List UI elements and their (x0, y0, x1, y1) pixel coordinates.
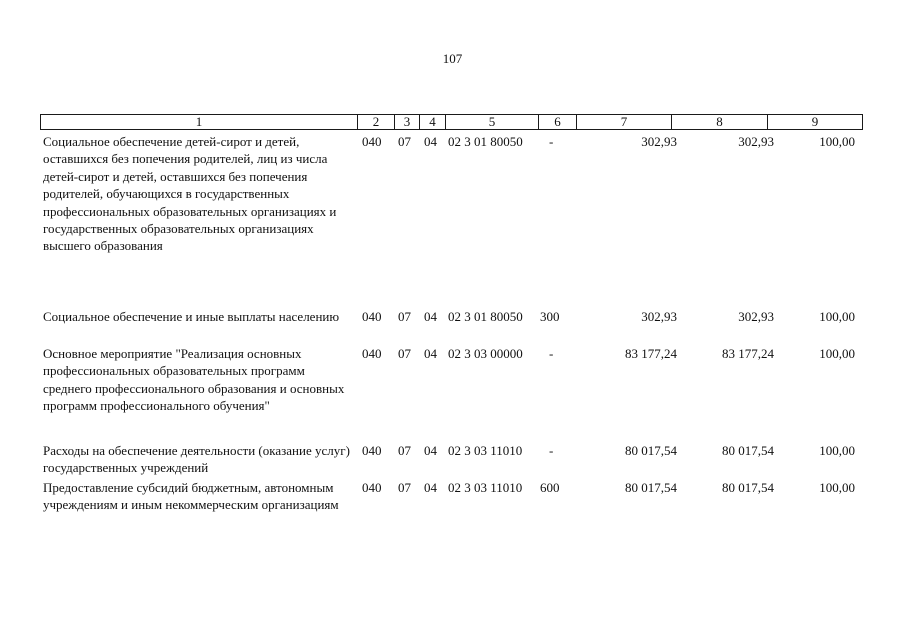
row-value-9: 100,00 (819, 134, 855, 149)
row-description: Основное мероприятие "Реализация основных профессиональных образовательных программ среднего профессионального образования и основных программ профессионального обучения" (43, 346, 345, 414)
header-col-2: 2 (357, 115, 394, 129)
header-col-3: 3 (394, 115, 419, 129)
row-description: Социальное обеспечение и иные выплаты населению (43, 309, 340, 324)
row-code-4: 04 (424, 309, 437, 324)
page-number: 107 (442, 51, 463, 66)
row-code-2: 040 (362, 134, 382, 149)
row-code-3: 07 (398, 443, 411, 458)
header-col-6: 6 (538, 115, 576, 129)
row-code-6: - (549, 346, 554, 361)
row-value-9: 100,00 (819, 443, 855, 458)
row-value-8: 80 017,54 (722, 480, 774, 495)
row-value-9: 100,00 (819, 346, 855, 361)
row-code-2: 040 (362, 443, 382, 458)
row-value-7: 302,93 (641, 309, 677, 324)
row-value-7: 80 017,54 (625, 480, 677, 495)
row-value-8: 302,93 (738, 134, 774, 149)
header-col-7: 7 (576, 115, 671, 129)
row-code-4: 04 (424, 443, 437, 458)
row-code-6: - (549, 443, 554, 458)
row-code-6: 300 (540, 309, 560, 324)
row-value-7: 83 177,24 (625, 346, 677, 361)
row-value-8: 302,93 (738, 309, 774, 324)
row-code-5: 02 3 01 80050 (448, 309, 523, 324)
row-code-3: 07 (398, 309, 411, 324)
row-value-7: 302,93 (641, 134, 677, 149)
header-col-4: 4 (419, 115, 445, 129)
row-code-3: 07 (398, 480, 411, 495)
header-col-5: 5 (445, 115, 538, 129)
row-code-2: 040 (362, 480, 382, 495)
row-description: Социальное обеспечение детей-сирот и детей, оставшихся без попечения родителей, лиц из числа детей-сирот и детей, оставшихся без попечения родителей, обучающихся в государственных профессиональных образовательных организациях и государственных образовательных организациях высшего образования (43, 134, 337, 254)
row-code-4: 04 (424, 346, 437, 361)
row-description: Предоставление субсидий бюджетным, автономным учреждениям и иным некоммерческим организациям (43, 480, 339, 513)
row-description: Расходы на обеспечение деятельности (оказание услуг) государственных учреждений (43, 443, 350, 476)
row-code-4: 04 (424, 134, 437, 149)
row-code-2: 040 (362, 346, 382, 361)
row-value-8: 80 017,54 (722, 443, 774, 458)
table-header-row (40, 114, 863, 130)
row-code-6: - (549, 134, 554, 149)
row-value-9: 100,00 (819, 309, 855, 324)
row-code-2: 040 (362, 309, 382, 324)
row-value-9: 100,00 (819, 480, 855, 495)
header-col-9: 9 (767, 115, 862, 129)
header-col-1: 1 (195, 114, 203, 129)
row-code-5: 02 3 01 80050 (448, 134, 523, 149)
header-col-8: 8 (671, 115, 767, 129)
row-code-5: 02 3 03 00000 (448, 346, 523, 361)
row-code-4: 04 (424, 480, 437, 495)
row-value-8: 83 177,24 (722, 346, 774, 361)
row-code-3: 07 (398, 134, 411, 149)
row-value-7: 80 017,54 (625, 443, 677, 458)
row-code-5: 02 3 03 11010 (448, 443, 523, 458)
row-code-5: 02 3 03 11010 (448, 480, 523, 495)
row-code-6: 600 (540, 480, 560, 495)
row-code-3: 07 (398, 346, 411, 361)
